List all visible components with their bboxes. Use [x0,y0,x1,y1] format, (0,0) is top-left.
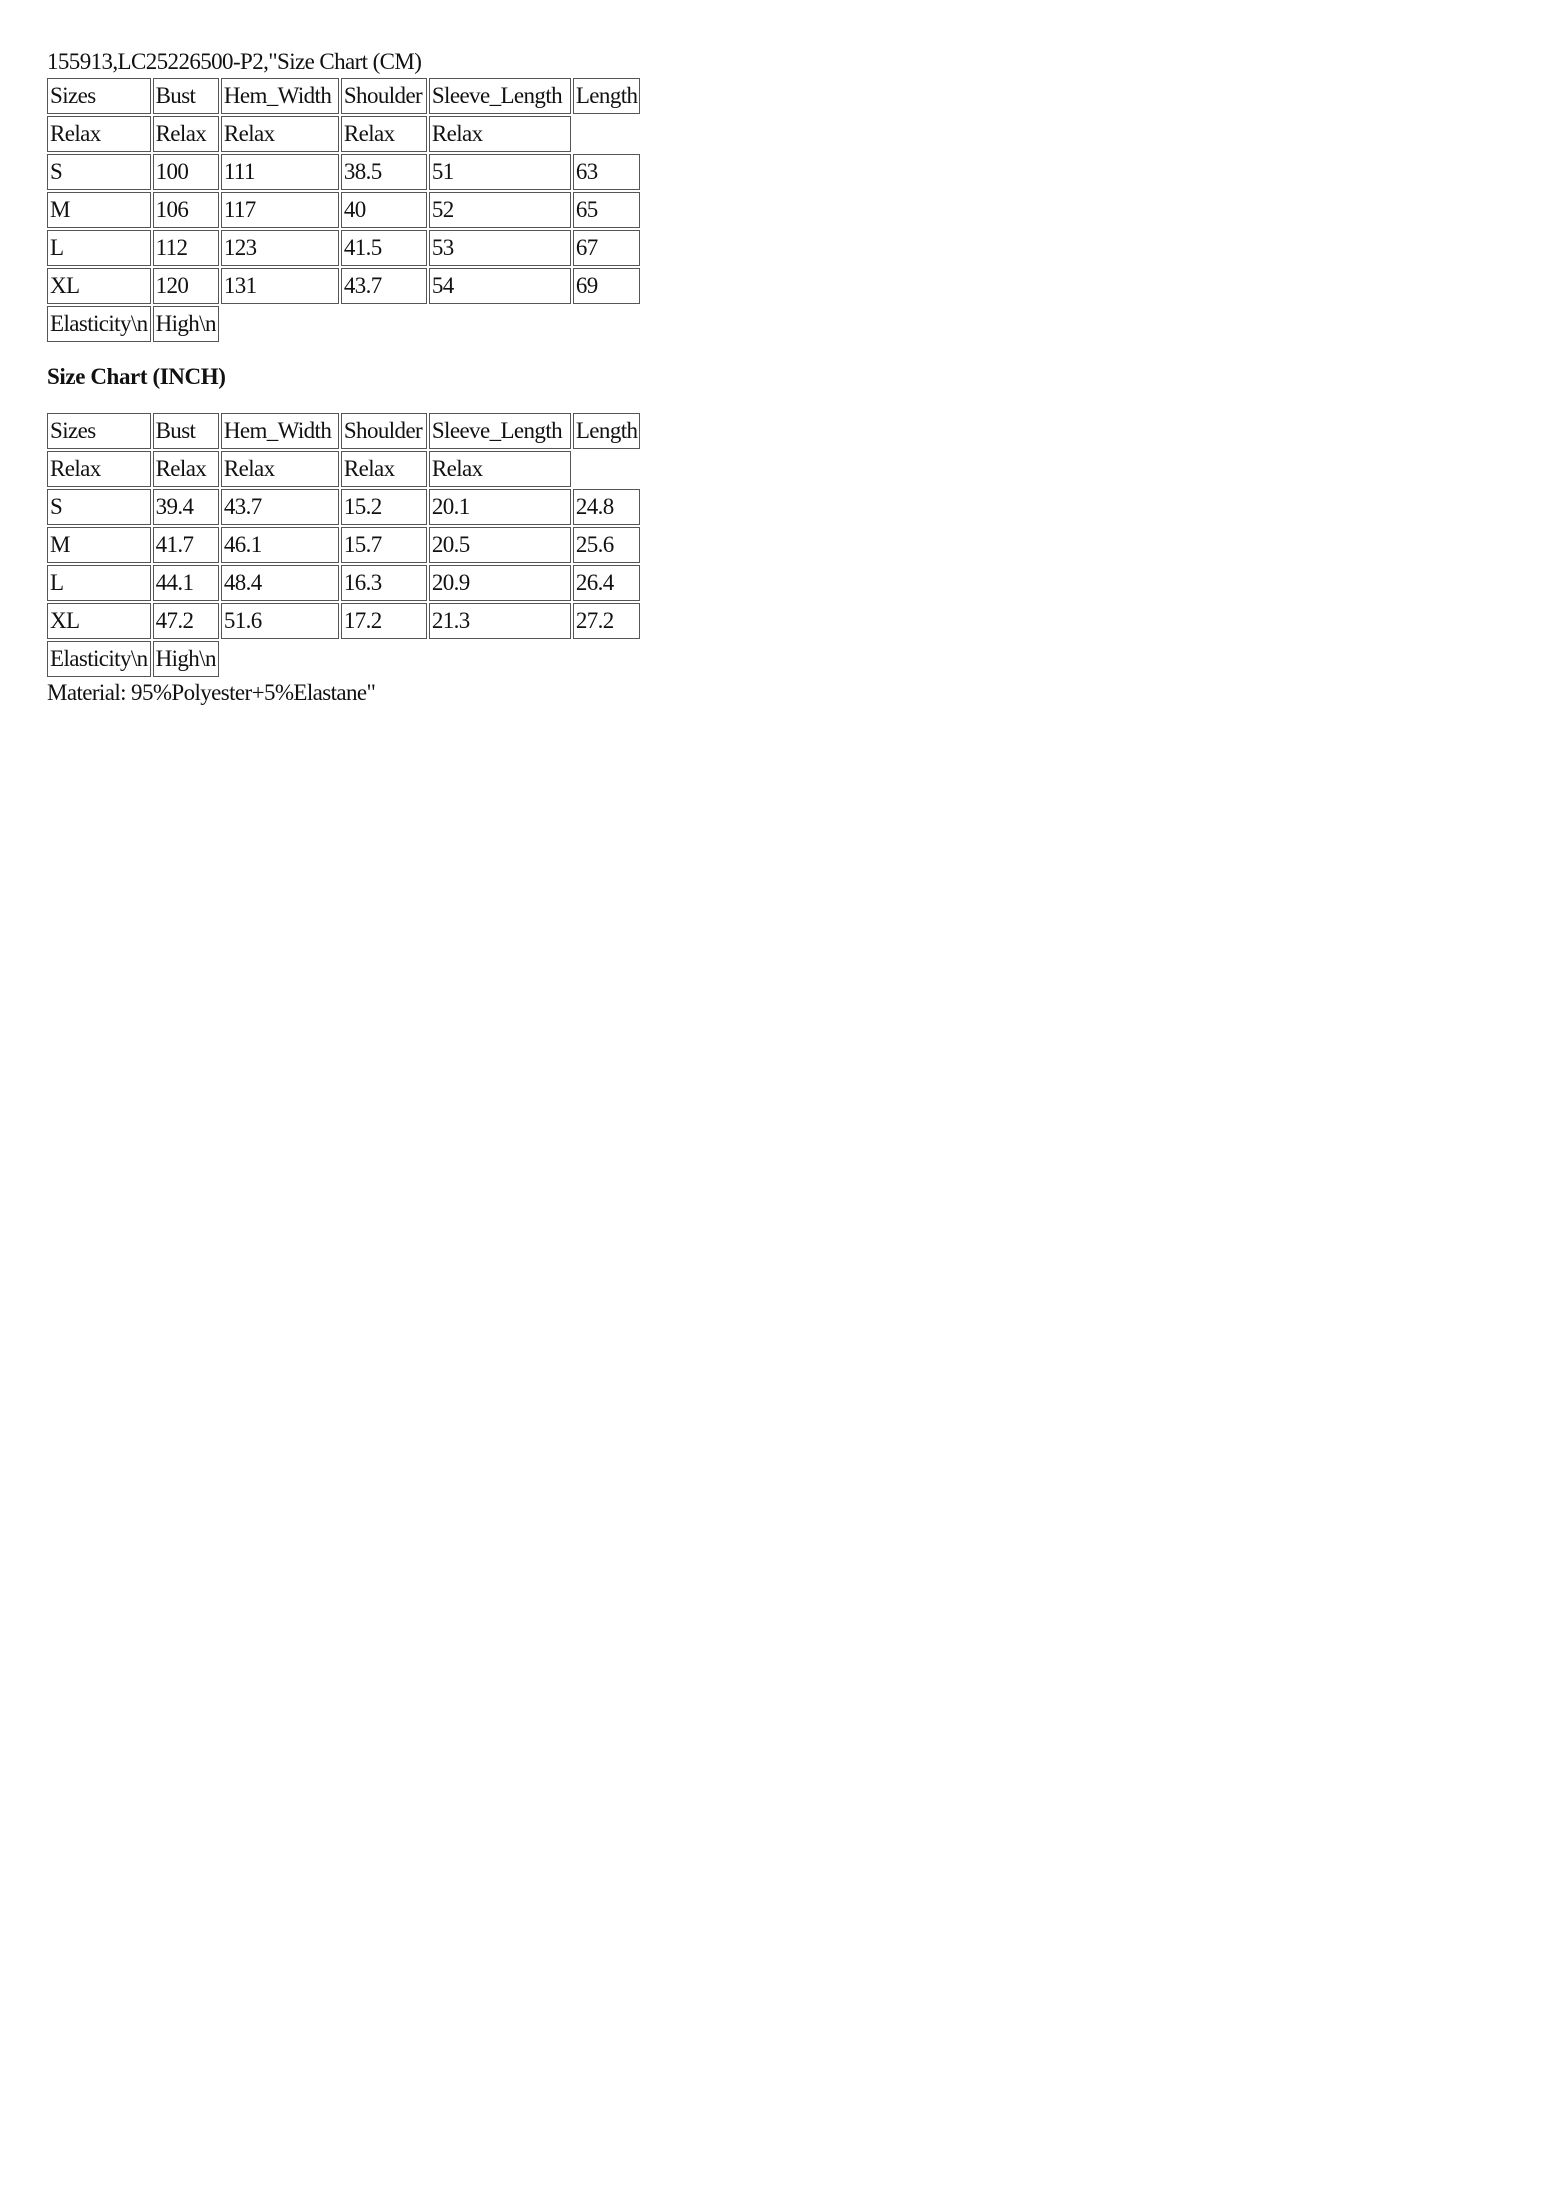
table-cell: XL [47,603,151,639]
table-cell: 63 [573,154,641,190]
table-row [47,565,640,601]
table-cell: S [47,489,151,525]
table-cell: XL [47,268,151,304]
table-cell: 47.2 [153,603,219,639]
fit-cell: Relax [153,116,219,152]
elasticity-cell: High\n [153,641,219,677]
table-header-row [47,413,640,449]
table-cell: M [47,527,151,563]
table-cell: 20.9 [429,565,571,601]
elasticity-cell: Elasticity\n [47,306,151,342]
table-cell: 51 [429,154,571,190]
table-row [47,192,640,228]
elasticity-row [47,306,640,342]
table-cell: 39.4 [153,489,219,525]
material-text: Material: 95%Polyester+5%Elastane" [47,680,376,705]
table-cell: 69 [573,268,641,304]
table-cell: 52 [429,192,571,228]
table-cell: 112 [153,230,219,266]
table-cell: 44.1 [153,565,219,601]
table-cell: 65 [573,192,641,228]
table-cell: 120 [153,268,219,304]
fit-row [47,116,640,152]
fit-cell: Relax [341,116,427,152]
fit-cell: Relax [221,451,339,487]
table-row [47,268,640,304]
table-cell: 41.5 [341,230,427,266]
table-cell: 27.2 [573,603,641,639]
table-cell: 17.2 [341,603,427,639]
table-header-cell: Sizes [47,78,151,114]
table-cell: 100 [153,154,219,190]
empty-cell [221,641,339,677]
table-cell: 111 [221,154,339,190]
table-cell: 40 [341,192,427,228]
table-cell: 46.1 [221,527,339,563]
size-chart-inch-table [45,411,642,679]
fit-cell: Relax [153,451,219,487]
table-cell: 21.3 [429,603,571,639]
empty-cell [221,306,339,342]
table-cell: 106 [153,192,219,228]
table-cell: 20.5 [429,527,571,563]
table-cell: 43.7 [221,489,339,525]
table-cell: 16.3 [341,565,427,601]
table-cell: S [47,154,151,190]
table-header-cell: Sleeve_Length [429,78,571,114]
empty-cell [573,116,641,152]
table-cell: 41.7 [153,527,219,563]
table-cell: 54 [429,268,571,304]
fit-cell: Relax [221,116,339,152]
table-cell: M [47,192,151,228]
table-cell: 38.5 [341,154,427,190]
empty-cell [573,306,641,342]
table-cell: 117 [221,192,339,228]
empty-cell [429,641,571,677]
table-header-cell: Hem_Width [221,413,339,449]
table-header-cell: Hem_Width [221,78,339,114]
table-header-cell: Length [573,413,641,449]
empty-cell [573,641,641,677]
elasticity-row [47,641,640,677]
table-row [47,154,640,190]
table-cell: 67 [573,230,641,266]
table-cell: 24.8 [573,489,641,525]
table-header-cell: Length [573,78,641,114]
empty-cell [573,451,641,487]
table-header-cell: Sleeve_Length [429,413,571,449]
table-cell: 26.4 [573,565,641,601]
table-row [47,527,640,563]
size-chart-cm-table [45,76,642,344]
table-header-cell: Bust [153,78,219,114]
table-cell: 123 [221,230,339,266]
fit-cell: Relax [341,451,427,487]
fit-cell: Relax [47,116,151,152]
table-cell: L [47,230,151,266]
fit-cell: Relax [429,451,571,487]
table-header-cell: Shoulder [341,413,427,449]
table-header-row [47,78,640,114]
fit-cell: Relax [429,116,571,152]
empty-cell [341,641,427,677]
table-cell: 25.6 [573,527,641,563]
table-row [47,230,640,266]
elasticity-cell: High\n [153,306,219,342]
size-chart-inch-heading: Size Chart (INCH) [47,364,226,389]
table-cell: 43.7 [341,268,427,304]
fit-row [47,451,640,487]
table-cell: 51.6 [221,603,339,639]
table-cell: 15.2 [341,489,427,525]
table-row [47,489,640,525]
table-cell: 20.1 [429,489,571,525]
fit-cell: Relax [47,451,151,487]
table-cell: 48.4 [221,565,339,601]
table-cell: L [47,565,151,601]
empty-cell [429,306,571,342]
empty-cell [341,306,427,342]
elasticity-cell: Elasticity\n [47,641,151,677]
table-cell: 131 [221,268,339,304]
size-chart-cm-heading: 155913,LC25226500-P2,"Size Chart (CM) [47,49,422,74]
table-header-cell: Bust [153,413,219,449]
table-cell: 15.7 [341,527,427,563]
table-header-cell: Shoulder [341,78,427,114]
size-chart-document [47,48,1447,707]
table-cell: 53 [429,230,571,266]
table-header-cell: Sizes [47,413,151,449]
table-row [47,603,640,639]
